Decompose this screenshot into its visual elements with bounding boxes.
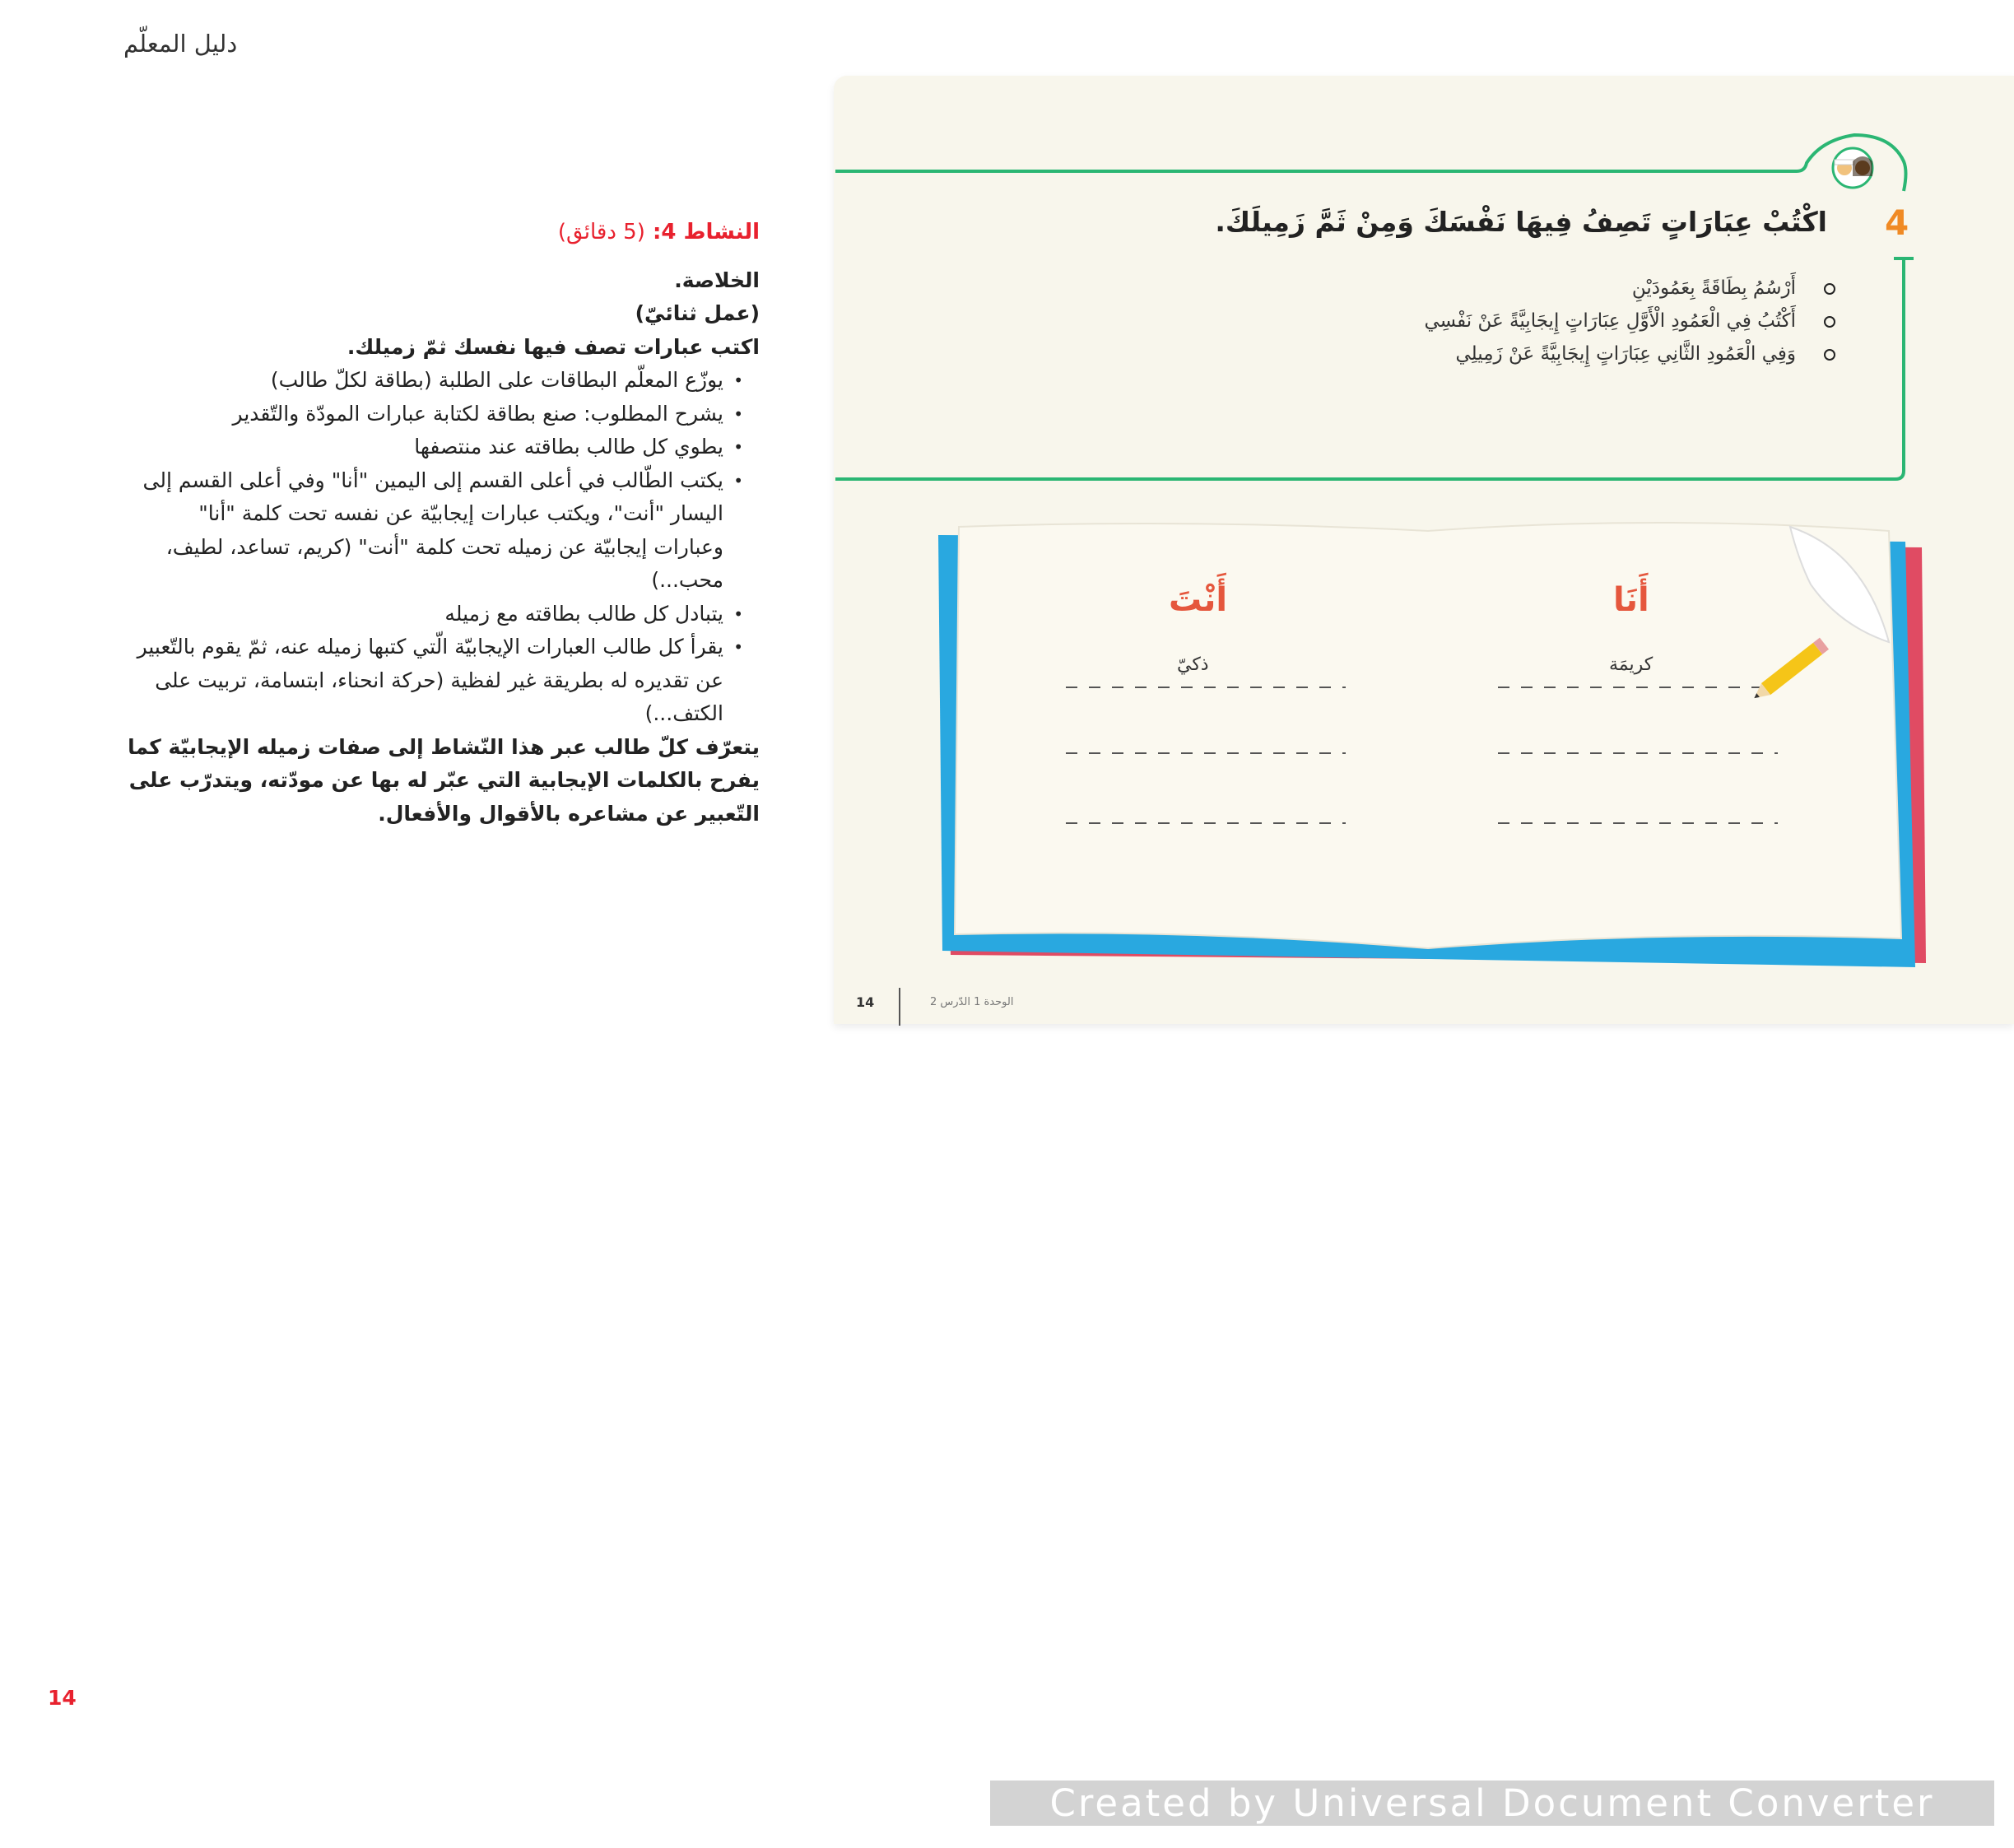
header-title: دليل المعلّم <box>123 30 238 58</box>
list-item <box>1095 305 1835 337</box>
bullet-icon <box>1824 349 1835 361</box>
list-item: • يطوي كل طالب بطاقته عند منتصفها <box>123 431 723 464</box>
step-text: أَكْتُبُ فِي الْعَمُودِ الْأَوَّلِ عِبَارَاتٍ إِيجَابِيَّةً عَنْ نَفْسِي <box>1424 310 1796 332</box>
column-you-title: أَنْتَ <box>1169 581 1228 619</box>
summary-label: الخلاصة. <box>674 268 760 292</box>
list-item: • يوزّع المعلّم البطاقات على الطلبة (بطاقة لكلّ طالب) <box>123 364 723 398</box>
page-number: 14 <box>48 1686 77 1710</box>
activity-instruction: اكْتُبْ عِبَارَاتٍ تَصِفُ فِيهَا نَفْسَكَ وَمِنْ ثَمَّ زَمِيلَكَ. <box>1215 206 1827 238</box>
list-item: • يشرح المطلوب: صنع بطاقة لكتابة عبارات المودّة والتّقدير <box>123 398 723 431</box>
activity-label: النشاط 4: <box>652 220 760 244</box>
example-you: ذكيّ <box>1177 654 1209 675</box>
activity-number: 4 <box>1885 202 1909 243</box>
bullet-icon <box>1824 316 1835 328</box>
closing-paragraph: يتعرّف كلّ طالب عبر هذا النّشاط إلى صفات زميله الإيجابيّة كما يفرح بالكلمات الإيجابية التي عبّر له بها عن مودّته، ويتدرّب على التّعبير عن مشاعره بالأقوال والأفعال. <box>128 734 760 826</box>
list-item: • يكتب الطّالب في أعلى القسم إلى اليمين "أنا" وفي أعلى القسم إلى اليسار "أنت"، ويكتب عبارات إيجابيّة عن نفسه تحت كلمة "أنا" وعبارات إيجابيّة عن زميله تحت كلمة "أنت" (كريم، تساعد، لطيف، محب...) <box>123 464 723 598</box>
workbook-page-number: 14 <box>856 994 875 1010</box>
workbook-steps <box>1095 272 1835 370</box>
column-me-title: أَنَا <box>1613 581 1649 619</box>
footer-divider <box>899 988 900 1026</box>
work-type: (عمل ثنائيّ) <box>635 301 760 325</box>
list-item <box>1095 272 1835 305</box>
converter-watermark: Created by Universal Document Converter <box>990 1781 1994 1826</box>
workbook-unit-label: الوحدة 1 الدّرس 2 <box>930 996 1014 1008</box>
task-text: اكتب عبارات تصف فيها نفسك ثمّ زميلك. <box>347 334 760 359</box>
step-text: أَرْسُمُ بِطَاقَةً بِعَمُودَيْنِ <box>1631 277 1796 299</box>
list-item: • يقرأ كل طالب العبارات الإيجابيّة الّتي كتبها زميله عنه، ثمّ يقوم بالتّعبير عن تقديره له بطريقة غير لفظية (حركة انحناء، ابتسامة، تربيت على الكتف...) <box>123 631 723 731</box>
example-me: كريمَة <box>1609 654 1654 675</box>
steps-list <box>123 364 760 731</box>
students-icon <box>1833 148 1872 188</box>
teacher-guide-column <box>123 216 760 831</box>
notebook-illustration <box>918 494 1930 980</box>
step-text: وَفِي الْعَمُودِ الثَّانِي عِبَارَاتٍ إِيجَابِيَّةً عَنْ زَمِيلِي <box>1455 343 1796 365</box>
bullet-icon <box>1824 283 1835 295</box>
activity-title <box>123 216 760 249</box>
activity-duration: (5 دقائق) <box>557 220 645 244</box>
list-item <box>1095 337 1835 370</box>
list-item: • يتبادل كل طالب بطاقته مع زميله <box>123 598 723 631</box>
